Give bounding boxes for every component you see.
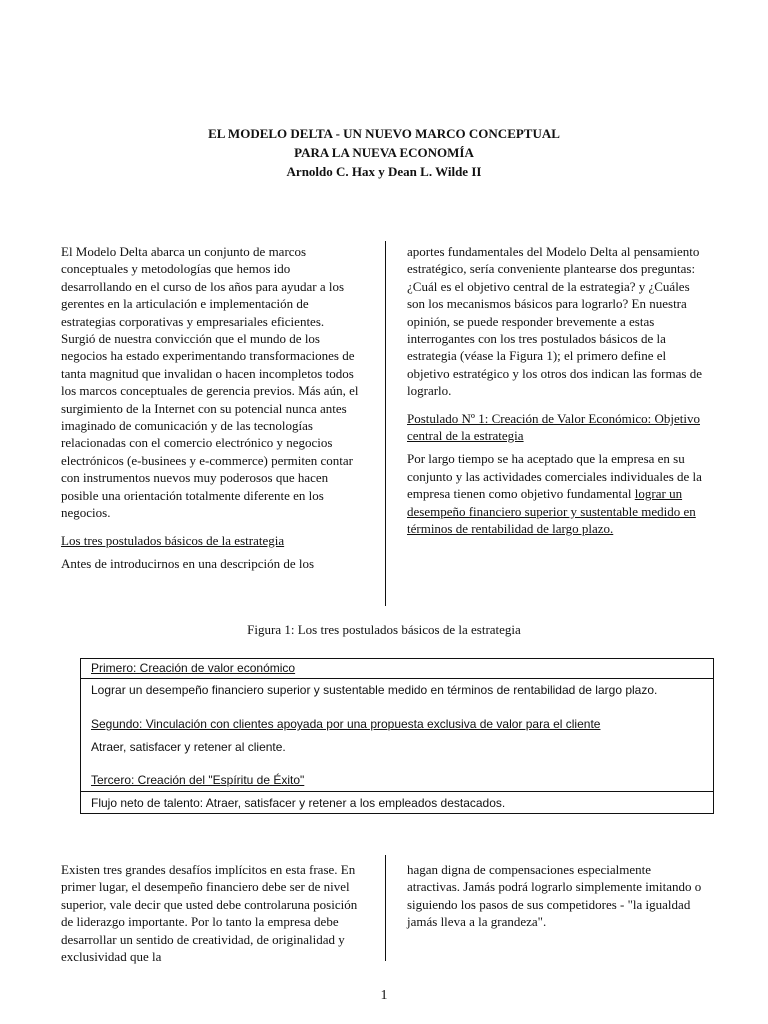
column-divider-top: [385, 241, 386, 606]
bottom-left-paragraph: Existen tres grandes desafíos implícitos en esta frase. En primer lugar, el desempeño financiero debe ser de nivel superior, vale decir que usted debe controlaruna posición de liderazgo importante. Por lo tanto la empresa debe desarrollar un sentido de creatividad, de originalidad y exclusividad que la: [61, 862, 358, 965]
title-line-2: PARA LA NUEVA ECONOMÍA: [294, 145, 474, 160]
left-section-heading: Los tres postulados básicos de la estrategia: [61, 532, 285, 548]
right-section-heading: Postulado Nº 1: Creación de Valor Económico: Objetivo central de la estrategia: [407, 410, 700, 444]
figure-item-3-text: Flujo neto de talento: Atraer, satisfacer y retener a los empleados destacados.: [91, 796, 506, 810]
bottom-left-column: [61, 861, 361, 975]
figure-caption: Figura 1: Los tres postulados básicos de la estrategia: [247, 622, 521, 637]
figure-rule-2: [81, 791, 713, 792]
left-paragraph-1: El Modelo Delta abarca un conjunto de marcos conceptuales y metodologías que hemos ido desarrollando en el curso de los años para ayudar a los gerentes en la articulación e implementación de estrategias corporativas y empresariales eficientes. Surgió de nuestra convicción que el mundo de los negocios ha estado experimentando transformaciones de tanta magnitud que invalidan o hacen incompletos todos los marcos conceptuales de gerencia previos. Más aún, el surgimiento de la Internet con su potencial nunca antes imaginado de comunicación y de las tecnologías relacionadas con el comercio electrónico y negocios electrónicos (e-businees y e-commerce) permiten contar con instrumentos nuevos muy poderosos que hacen posible una orientación totalmente diferente en los negocios.: [61, 244, 359, 521]
right-paragraph-2: [407, 450, 707, 537]
right-paragraph-1: aportes fundamentales del Modelo Delta al pensamiento estratégico, sería conveniente plantearse dos preguntas: ¿Cuál es el objetivo central de la estrategia? y ¿Cuáles son los mecanismos básicos para lograrlo? En nuestra opinión, se puede responder brevemente a estas interrogantes con los tres postulados básicos de la estrategia (véase la Figura 1); el primero define el objetivo estratégico y los otros dos indican las formas de lograrlo.: [407, 244, 702, 399]
figure-item-2-text: Atraer, satisfacer y retener al cliente.: [91, 740, 286, 754]
title-block: [0, 124, 768, 181]
left-paragraph-2: Antes de introducirnos en una descripción de los: [61, 555, 315, 571]
figure-box: [80, 658, 714, 814]
right-column: [407, 243, 707, 548]
authors: Arnoldo C. Hax y Dean L. Wilde II: [286, 164, 482, 179]
right-paragraph-2-text: Por largo tiempo se ha aceptado que la empresa en su conjunto y las actividades comerciales individuales de la empresa tienen como objetivo fundamental: [407, 451, 702, 502]
bottom-right-paragraph: hagan digna de compensaciones especialmente atractivas. Jamás podrá lograrlo simplemente imitando o siguiendo los pasos de sus competidores - "la igualdad jamás lleva a la grandeza".: [407, 862, 702, 930]
figure-item-1-text: Lograr un desempeño financiero superior y sustentable medido en términos de rentabilidad de largo plazo.: [91, 683, 658, 697]
figure-item-3-heading: Tercero: Creación del "Espíritu de Éxito": [91, 773, 305, 787]
left-column: [61, 243, 361, 582]
right-paragraph-2-underlined: lograr un desempeño financiero superior y sustentable medido en términos de rentabilidad de largo plazo.: [407, 486, 696, 537]
page-number: 1: [380, 988, 388, 1003]
figure-item-1-heading: Primero: Creación de valor económico: [91, 661, 296, 675]
figure-rule-1: [81, 678, 713, 679]
figure-item-2-heading: Segundo: Vinculación con clientes apoyada por una propuesta exclusiva de valor para el cliente: [91, 717, 601, 731]
title-line-1: EL MODELO DELTA - UN NUEVO MARCO CONCEPTUAL: [208, 126, 560, 141]
bottom-right-column: [407, 861, 707, 941]
column-divider-bottom: [385, 855, 386, 961]
